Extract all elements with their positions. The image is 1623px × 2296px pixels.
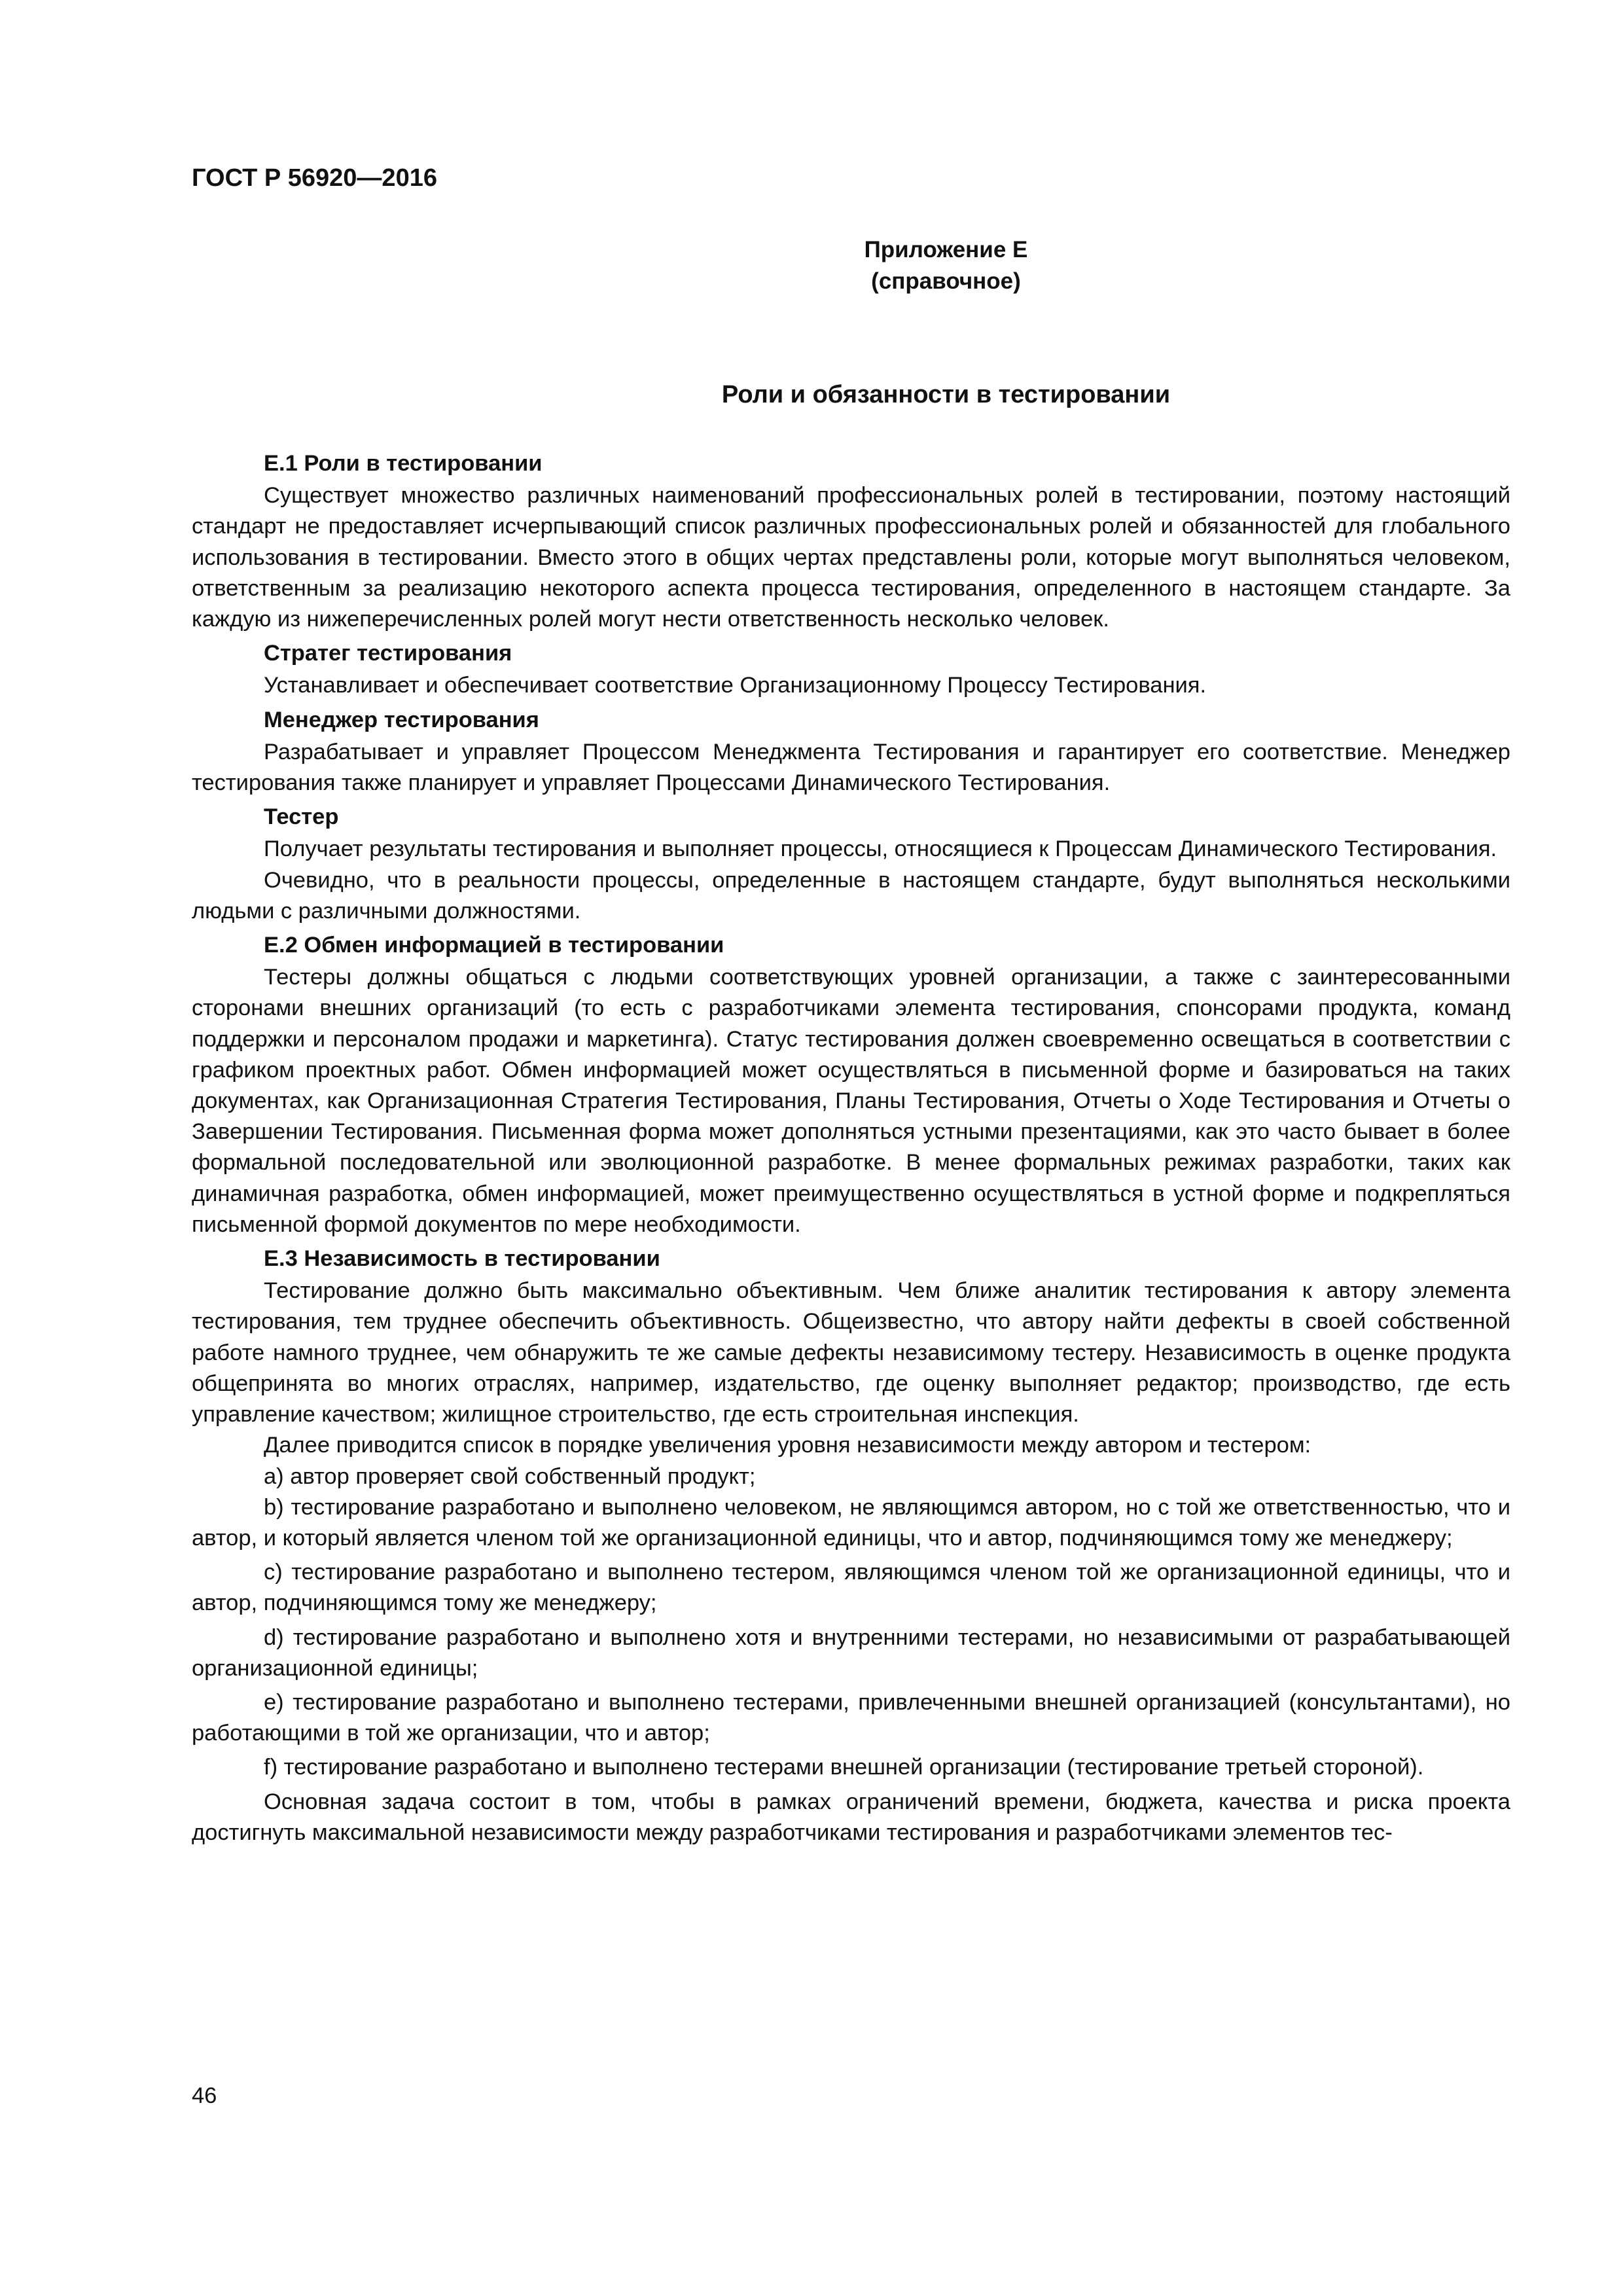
section-e1-intro: Существует множество различных наименований профессиональных ролей в тестировании, поэтому настоящий стандарт не предоставляет исчерпывающий список различных профессиональных ролей и обязанностей для глобального использования в тестировании. Вместо этого в общих чертах представлены роли, которые могут выполняться человеком, ответственным за реализацию некоторого аспекта процесса тестирования, определенного в настоящем стандарте. За каждую из нижеперечисленных ролей могут нести ответственность несколько человек. [192, 483, 1510, 632]
list-item: e) тестирование разработано и выполнено тестерами, привлеченными внешней организацией (консультантами), но работающими в той же организации, что и автор; [192, 1689, 1510, 1746]
section-e2-text: Тестеры должны общаться с людьми соответствующих уровней организации, а также с заинтересованными сторонами внешних организаций (то есть с разработчиками элемента тестирования, спонсорами продукта, команд поддержки и персоналом продажи и маркетинга). Статус тестирования должен своевременно освещаться в соответствии с графиком проектных работ. Обмен информацией может осуществляться в письменной форме и базироваться на таких документах, как Организационная Стратегия Тестирования, Планы Тестирования, Отчеты о Ходе Тестирования и Отчеты о Завершении Тестирования. Письменная форма может дополняться устными презентациями, как это часто бывает в более формальной последовательной или эволюционной разработке. В менее формальных режимах разработки, таких как динамичная разработка, обмен информацией, может преимущественно осуществляться в устной форме и подкрепляться письменной формой документов по мере необходимости. [192, 965, 1510, 1237]
section-e3-closing: Основная задача состоит в том, чтобы в рамках ограничений времени, бюджета, качества и риска проекта достигнуть максимальной независимости между разработчиками тестирования и разработчиками элементов тес- [192, 1789, 1510, 1845]
section-e3-list-intro: Далее приводится список в порядке увеличения уровня независимости между автором и тестером: [264, 1433, 1311, 1458]
page-title: Роли и обязанности в тестировании [721, 381, 1171, 408]
annex-label-block [192, 234, 1510, 297]
list-item: f) тестирование разработано и выполнено тестерами внешней организации (тестирование третьей стороной). [264, 1755, 1424, 1780]
list-item: a) автор проверяет свой собственный продукт; [264, 1463, 756, 1489]
section-e1-closing: Очевидно, что в реальности процессы, определенные в настоящем стандарте, будут выполняться несколькими людьми с различными должностями. [192, 867, 1510, 924]
page-number: 46 [192, 2083, 217, 2108]
section-e1-heading: Е.1 Роли в тестировании [264, 451, 543, 476]
role-strategist-text: Устанавливает и обеспечивает соответствие Организационному Процессу Тестирования. [264, 673, 1207, 698]
list-item: d) тестирование разработано и выполнено хотя и внутренними тестерами, но независимыми от разрабатывающей организационной единицы; [192, 1624, 1510, 1681]
annex-type: (справочное) [871, 268, 1021, 294]
standard-number: ГОСТ Р 56920—2016 [192, 164, 437, 192]
section-e3-heading: Е.3 Независимость в тестировании [264, 1246, 660, 1272]
role-manager-text: Разрабатывает и управляет Процессом Менеджмента Тестирования и гарантирует его соответствие. Менеджер тестирования также планирует и управляет Процессами Динамического Тестирования. [192, 739, 1510, 796]
list-item: b) тестирование разработано и выполнено человеком, не являющимся автором, но с той же ответственностью, что и автор, и который является членом той же организационной единицы, что и автор, подчиняющимся тому же менеджеру; [192, 1494, 1510, 1551]
section-e3-text: Тестирование должно быть максимально объективным. Чем ближе аналитик тестирования к автору элемента тестирования, тем труднее обеспечить объективность. Общеизвестно, что автору найти дефекты в своей собственной работе намного труднее, чем обнаружить те же самые дефекты независимому тестеру. Независимость в оценке продукта общепринята во многих отраслях, например, издательство, где оценку выполняет редактор; производство, где есть управление качеством; жилищное строительство, где есть строительная инспекция. [192, 1278, 1510, 1427]
role-manager-heading: Менеджер тестирования [264, 707, 539, 732]
role-tester-text: Получает результаты тестирования и выполняет процессы, относящиеся к Процессам Динамического Тестирования. [264, 836, 1497, 862]
role-tester-heading: Тестер [264, 804, 339, 830]
annex-label: Приложение Е [864, 237, 1028, 262]
list-item: c) тестирование разработано и выполнено тестером, являющимся членом той же организационной единицы, что и автор, подчиняющимся тому же менеджеру; [192, 1560, 1510, 1616]
section-e2-heading: Е.2 Обмен информацией в тестировании [264, 933, 724, 958]
document-body [192, 445, 1510, 1852]
role-strategist-heading: Стратег тестирования [264, 641, 512, 666]
